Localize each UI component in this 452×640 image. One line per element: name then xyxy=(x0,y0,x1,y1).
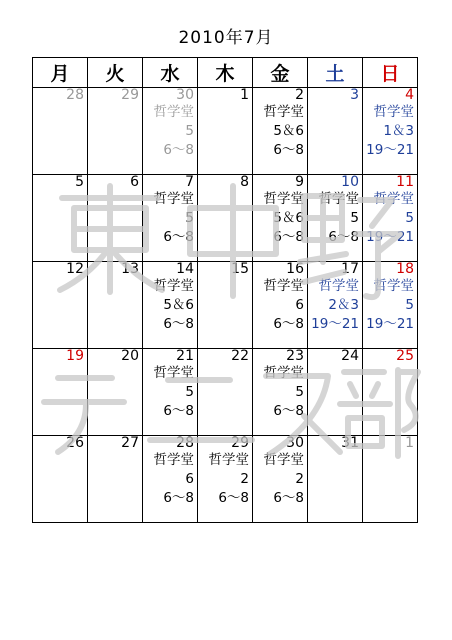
calendar-day-cell xyxy=(88,88,143,175)
event-courts: 5 xyxy=(295,384,304,400)
day-number: 29 xyxy=(231,435,249,451)
event-time: 6～8 xyxy=(273,403,304,419)
day-number: 6 xyxy=(130,174,139,190)
day-number: 4 xyxy=(405,87,414,103)
calendar-day-cell xyxy=(88,349,143,436)
calendar-day-cell xyxy=(363,349,418,436)
event-venue: 哲学堂 xyxy=(263,452,304,468)
calendar-day-cell xyxy=(308,175,363,262)
weekday-sat: 土 xyxy=(308,58,363,88)
calendar-day-cell xyxy=(308,262,363,349)
calendar-day-cell xyxy=(198,349,253,436)
event-venue: 哲学堂 xyxy=(263,365,304,381)
calendar-day-cell xyxy=(88,262,143,349)
calendar-day-cell xyxy=(198,436,253,523)
event-time: 6～8 xyxy=(273,142,304,158)
calendar-day-cell xyxy=(363,436,418,523)
event-courts: 5＆6 xyxy=(273,123,304,139)
event-venue: 哲学堂 xyxy=(318,191,359,207)
calendar-day-cell xyxy=(198,175,253,262)
calendar-day-cell xyxy=(143,436,198,523)
event-time: 19～21 xyxy=(311,316,359,332)
event-venue: 哲学堂 xyxy=(153,452,194,468)
event-time: 19～21 xyxy=(366,316,414,332)
day-number: 3 xyxy=(350,87,359,103)
day-number: 8 xyxy=(240,174,249,190)
day-number: 5 xyxy=(75,174,84,190)
event-time: 6～8 xyxy=(273,490,304,506)
calendar-day-cell xyxy=(198,88,253,175)
day-number: 12 xyxy=(66,261,84,277)
event-time: 6～8 xyxy=(163,229,194,245)
event-time: 19～21 xyxy=(366,142,414,158)
weekday-sun: 日 xyxy=(363,58,418,88)
event-venue: 哲学堂 xyxy=(153,365,194,381)
day-number: 29 xyxy=(121,87,139,103)
day-number: 13 xyxy=(121,261,139,277)
calendar-body xyxy=(33,88,418,523)
event-time: 6～8 xyxy=(273,316,304,332)
event-courts: 5 xyxy=(185,210,194,226)
event-venue: 哲学堂 xyxy=(263,104,304,120)
day-number: 30 xyxy=(286,435,304,451)
event-time: 6～8 xyxy=(163,316,194,332)
calendar-day-cell xyxy=(308,88,363,175)
calendar-day-cell xyxy=(363,175,418,262)
day-number: 2 xyxy=(295,87,304,103)
day-number: 15 xyxy=(231,261,249,277)
day-number: 9 xyxy=(295,174,304,190)
calendar-day-cell xyxy=(33,175,88,262)
day-number: 19 xyxy=(66,348,84,364)
event-time: 19～21 xyxy=(366,229,414,245)
day-number: 28 xyxy=(66,87,84,103)
calendar-day-cell xyxy=(253,175,308,262)
event-courts: 5 xyxy=(185,123,194,139)
event-courts: 5 xyxy=(350,210,359,226)
calendar-week-row xyxy=(33,436,418,523)
calendar-day-cell xyxy=(198,262,253,349)
weekday-header-row xyxy=(33,58,418,88)
calendar-day-cell xyxy=(143,88,198,175)
event-courts: 5 xyxy=(405,297,414,313)
event-courts: 2 xyxy=(240,471,249,487)
day-number: 14 xyxy=(176,261,194,277)
calendar-week-row xyxy=(33,349,418,436)
calendar-day-cell xyxy=(253,349,308,436)
event-courts: 5 xyxy=(405,210,414,226)
calendar-day-cell xyxy=(253,88,308,175)
calendar-day-cell xyxy=(33,262,88,349)
day-number: 25 xyxy=(396,348,414,364)
calendar-day-cell xyxy=(33,436,88,523)
event-courts: 5 xyxy=(185,384,194,400)
day-number: 23 xyxy=(286,348,304,364)
event-venue: 哲学堂 xyxy=(263,278,304,294)
event-time: 6～8 xyxy=(328,229,359,245)
day-number: 11 xyxy=(396,174,414,190)
calendar-day-cell xyxy=(308,349,363,436)
calendar-day-cell xyxy=(143,175,198,262)
calendar-day-cell xyxy=(308,436,363,523)
calendar-day-cell xyxy=(363,262,418,349)
calendar-week-row xyxy=(33,88,418,175)
event-courts: 2＆3 xyxy=(328,297,359,313)
event-venue: 哲学堂 xyxy=(263,191,304,207)
day-number: 10 xyxy=(341,174,359,190)
day-number: 22 xyxy=(231,348,249,364)
weekday-thu: 木 xyxy=(198,58,253,88)
day-number: 7 xyxy=(185,174,194,190)
weekday-tue: 火 xyxy=(88,58,143,88)
event-courts: 5＆6 xyxy=(273,210,304,226)
event-time: 6～8 xyxy=(163,142,194,158)
day-number: 16 xyxy=(286,261,304,277)
day-number: 1 xyxy=(405,435,414,451)
event-courts: 6 xyxy=(295,297,304,313)
day-number: 21 xyxy=(176,348,194,364)
calendar-day-cell xyxy=(363,88,418,175)
calendar-day-cell xyxy=(88,175,143,262)
calendar-day-cell xyxy=(253,262,308,349)
calendar-day-cell xyxy=(88,436,143,523)
event-venue: 哲学堂 xyxy=(208,452,249,468)
event-courts: 6 xyxy=(185,471,194,487)
day-number: 1 xyxy=(240,87,249,103)
calendar-day-cell xyxy=(143,349,198,436)
calendar-grid xyxy=(32,57,418,523)
day-number: 17 xyxy=(341,261,359,277)
calendar-week-row xyxy=(33,175,418,262)
calendar-week-row xyxy=(33,262,418,349)
page-title: 2010年7月 xyxy=(178,28,274,48)
event-time: 6～8 xyxy=(163,403,194,419)
day-number: 18 xyxy=(396,261,414,277)
event-time: 6～8 xyxy=(218,490,249,506)
calendar-day-cell xyxy=(33,88,88,175)
day-number: 28 xyxy=(176,435,194,451)
event-time: 6～8 xyxy=(163,490,194,506)
day-number: 27 xyxy=(121,435,139,451)
weekday-fri: 金 xyxy=(253,58,308,88)
weekday-mon: 月 xyxy=(33,58,88,88)
event-venue: 哲学堂 xyxy=(373,104,414,120)
event-courts: 2 xyxy=(295,471,304,487)
event-venue: 哲学堂 xyxy=(373,191,414,207)
event-time: 6～8 xyxy=(273,229,304,245)
event-venue: 哲学堂 xyxy=(373,278,414,294)
day-number: 20 xyxy=(121,348,139,364)
day-number: 30 xyxy=(176,87,194,103)
day-number: 31 xyxy=(341,435,359,451)
weekday-wed: 水 xyxy=(143,58,198,88)
event-venue: 哲学堂 xyxy=(153,191,194,207)
day-number: 24 xyxy=(341,348,359,364)
calendar-day-cell xyxy=(143,262,198,349)
event-venue: 哲学堂 xyxy=(318,278,359,294)
calendar-day-cell xyxy=(253,436,308,523)
event-venue: 哲学堂 xyxy=(153,278,194,294)
event-venue: 哲学堂 xyxy=(153,104,194,120)
day-number: 26 xyxy=(66,435,84,451)
event-courts: 5＆6 xyxy=(163,297,194,313)
event-courts: 1＆3 xyxy=(383,123,414,139)
calendar-day-cell xyxy=(33,349,88,436)
